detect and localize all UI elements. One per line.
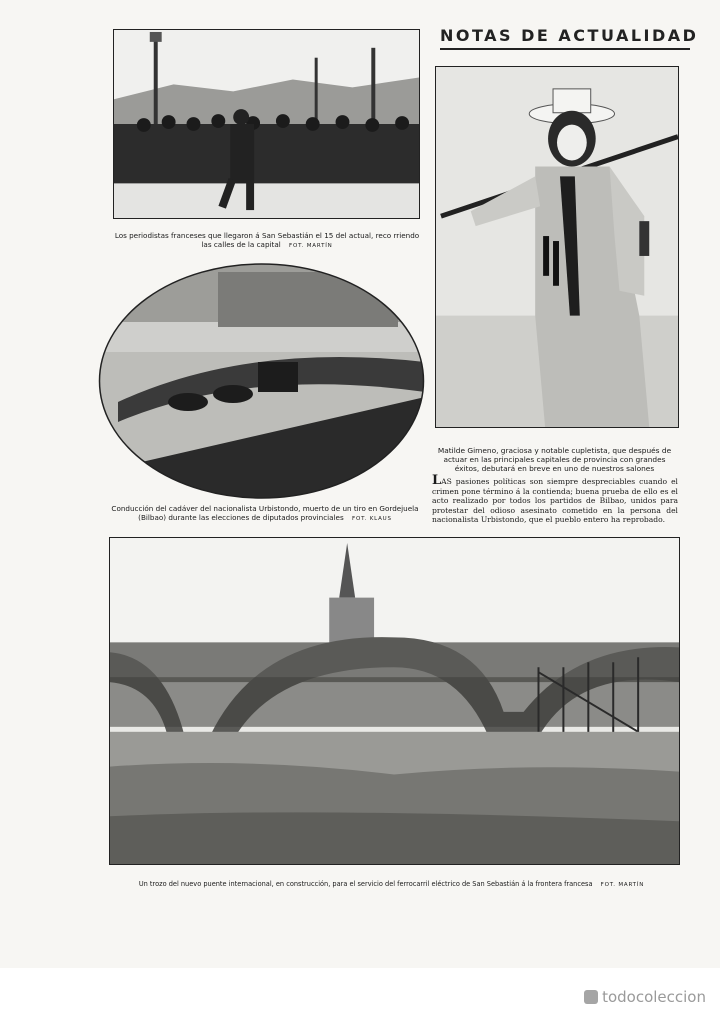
actress-caption [432, 446, 677, 473]
watermark [584, 988, 706, 1006]
article-body: AS pasiones políticas son siempre despreciables cuando el crimen pone término á la contienda; buena prueba de ello es el acto realizado por todos los partidos de Bilbao, unidos para protestar del odioso asesinato cometido en la persona del nacionalista Urbistondo, que el pueblo entero ha reprobado. [432, 477, 678, 525]
page-title: NOTAS DE ACTUALIDAD [440, 26, 699, 45]
funeral-caption [100, 504, 430, 524]
watermark-text: todocoleccion [602, 988, 706, 1006]
article-text [432, 473, 678, 525]
bridge-caption [104, 880, 679, 890]
journalists-caption-text: Los periodistas franceses que llegaron á San Sebastián el 15 del actual, reco rriendo las calles de la capital [114, 231, 420, 249]
watermark-logo-icon [584, 990, 598, 1004]
funeral-photo [98, 262, 425, 500]
funeral-photo-credit: FOT. KLAUS [352, 516, 392, 522]
journalists-photo-credit: FOT. MARTÍN [289, 243, 333, 249]
article-drop-letter: L [432, 473, 442, 488]
actress-photo [435, 66, 679, 428]
journalists-caption [112, 231, 422, 251]
title-rule [440, 48, 690, 50]
bridge-photo [109, 537, 680, 865]
bridge-caption-text: Un trozo del nuevo puente internacional, en construcción, para el servicio del ferrocarril eléctrico de San Sebastián á la frontera francesa [138, 880, 593, 888]
funeral-caption-text: Conducción del cadáver del nacionalista Urbistondo, muerto de un tiro en Gordejuela (Bilbao) durante las elecciones de diputados provinciales [111, 504, 419, 522]
bridge-photo-credit: FOT. MARTÍN [600, 882, 645, 888]
journalists-photo [113, 29, 420, 219]
actress-caption-text: Matilde Gimeno, graciosa y notable cupletista, que después de actuar en las principales capitales de provincia con grandes éxitos, debutará en breve en uno de nuestros salones [437, 446, 672, 473]
